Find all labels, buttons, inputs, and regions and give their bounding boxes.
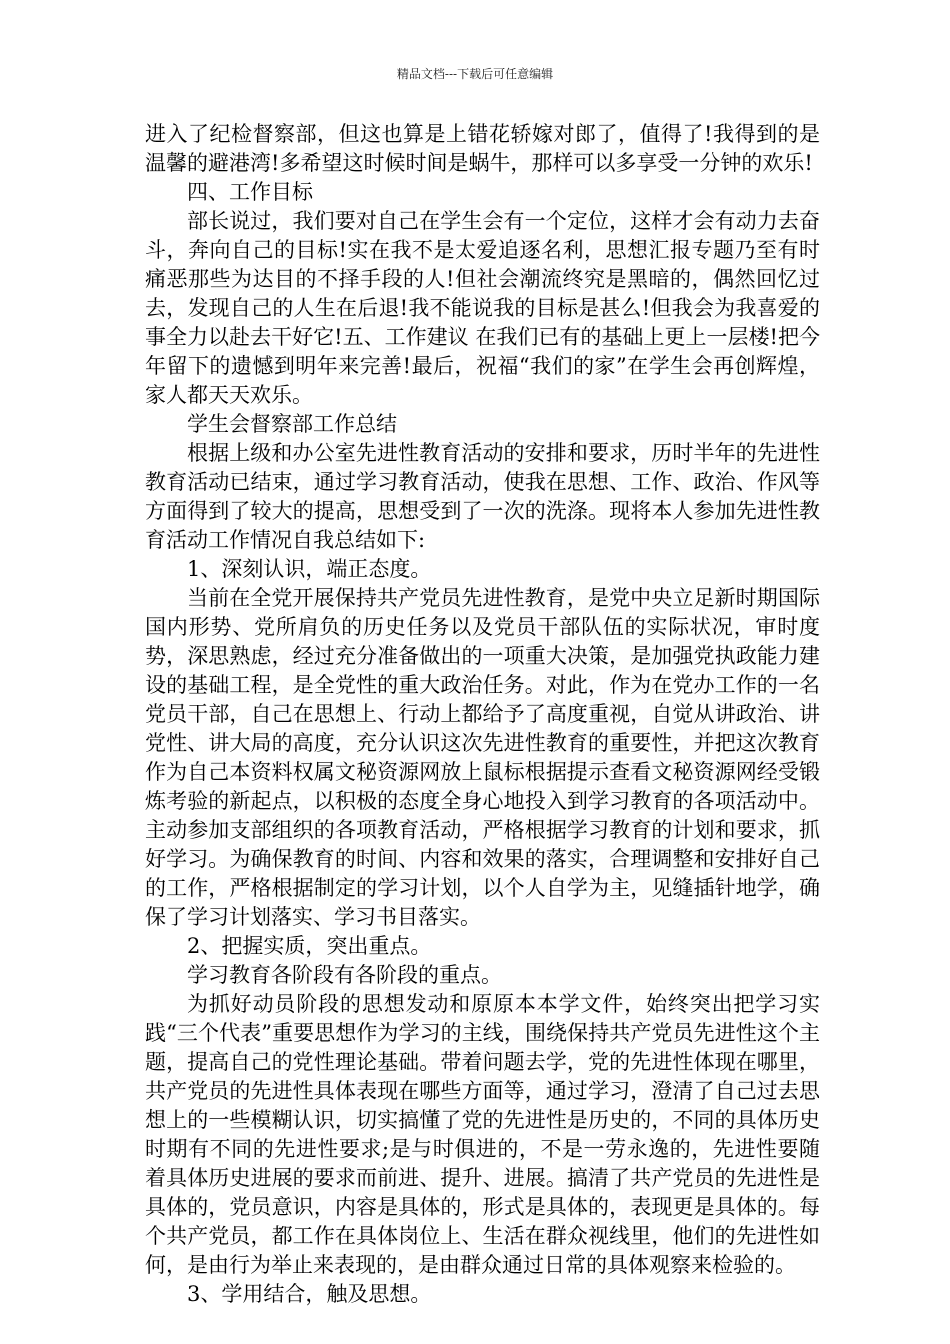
paragraph: 根据上级和办公室先进性教育活动的安排和要求，历时半年的先进性教育活动已结束，通过学习教育活动，使我在思想、工作、政治、作风等方面得到了较大的提高，思想受到了一次的洗涤。现将本人参加先进性教育活动工作情况自我总结如下: bbox=[145, 441, 820, 552]
paragraph: 当前在全党开展保持共产党员先进性教育，是党中央立足新时期国际国内形势、党所肩负的历史任务以及党员干部队伍的实际状况，审时度势，深思熟虑，经过充分准备做出的一项重大决策，是加强党执政能力建设的基础工程，是全党性的重大政治任务。对此，作为在党办工作的一名党员干部，自己在思想上、行动上都给予了高度重视，自觉从讲政治、讲党性、讲大局的高度，充分认识这次先进性教育的重要性，并把这次教育作为自己本资料权属文秘资源网放上鼠标根据提示查看文秘资源网经受锻炼考验的新起点，以积极的态度全身心地投入到学习教育的各项活动中。主动参加支部组织的各项教育活动，严格根据学习教育的计划和要求，抓好学习。为确保教育的时间、内容和效果的落实，合理调整和安排好自己的工作，严格根据制定的学习计划，以个人自学为主，见缝插针地学，确保了学习计划落实、学习书目落实。 bbox=[145, 586, 820, 929]
section-heading: 1、深刻认识，端正态度。 bbox=[187, 557, 432, 581]
paragraph: 部长说过，我们要对自己在学生会有一个定位，这样才会有动力去奋斗，奔向自己的目标!实在我不是太爱追逐名利，思想汇报专题乃至有时痛恶那些为达目的不择手段的人!但社会潮流终究是黑暗的，偶然回忆过去，发现自己的人生在后退!我不能说我的目标是甚么!但我会为我喜爱的事全力以赴去干好它!五、工作建议 在我们已有的基础上更上一层楼!把今年留下的遗憾到明年来完善!最后，祝福“我们的家”在学生会再创辉煌，家人都天天欢乐。 bbox=[145, 209, 820, 407]
section-heading: 3、学用结合，触及思想。 bbox=[187, 1282, 432, 1306]
page-header: 精品文档---下载后可任意编辑 bbox=[396, 67, 554, 81]
paragraph: 为抓好动员阶段的思想发动和原原本本学文件，始终突出把学习实践“三个代表”重要思想作为学习的主线，围绕保持共产党员先进性这个主题，提高自己的党性理论基础。带着问题去学，党的先进性体现在哪里，共产党员的先进性具体表现在哪些方面等，通过学习，澄清了自己过去思想上的一些模糊认识，切实搞懂了党的先进性是历史的，不同的具体历史时期有不同的先进性要求;是与时俱进的，不是一劳永逸的，先进性要随着具体历史进展的要求而前进、提升、进展。搞清了共产党员的先进性是具体的，党员意识，内容是具体的，形式是具体的，表现更是具体的。每个共产党员，都工作在具体岗位上、生活在群众视线里，他们的先进性如何，是由行为举止来表现的，是由群众通过日常的具体观察来检验的。 bbox=[145, 992, 820, 1277]
document-title: 学生会督察部工作总结 bbox=[187, 412, 397, 436]
section-heading: 四、工作目标 bbox=[187, 180, 313, 204]
document-body bbox=[145, 120, 820, 1309]
paragraph: 进入了纪检督察部，但这也算是上错花轿嫁对郎了，值得了!我得到的是温馨的避港湾!多希望这时候时间是蜗牛，那样可以多享受一分钟的欢乐! bbox=[145, 122, 820, 175]
paragraph: 学习教育各阶段有各阶段的重点。 bbox=[187, 963, 502, 987]
section-heading: 2、把握实质，突出重点。 bbox=[187, 934, 432, 958]
